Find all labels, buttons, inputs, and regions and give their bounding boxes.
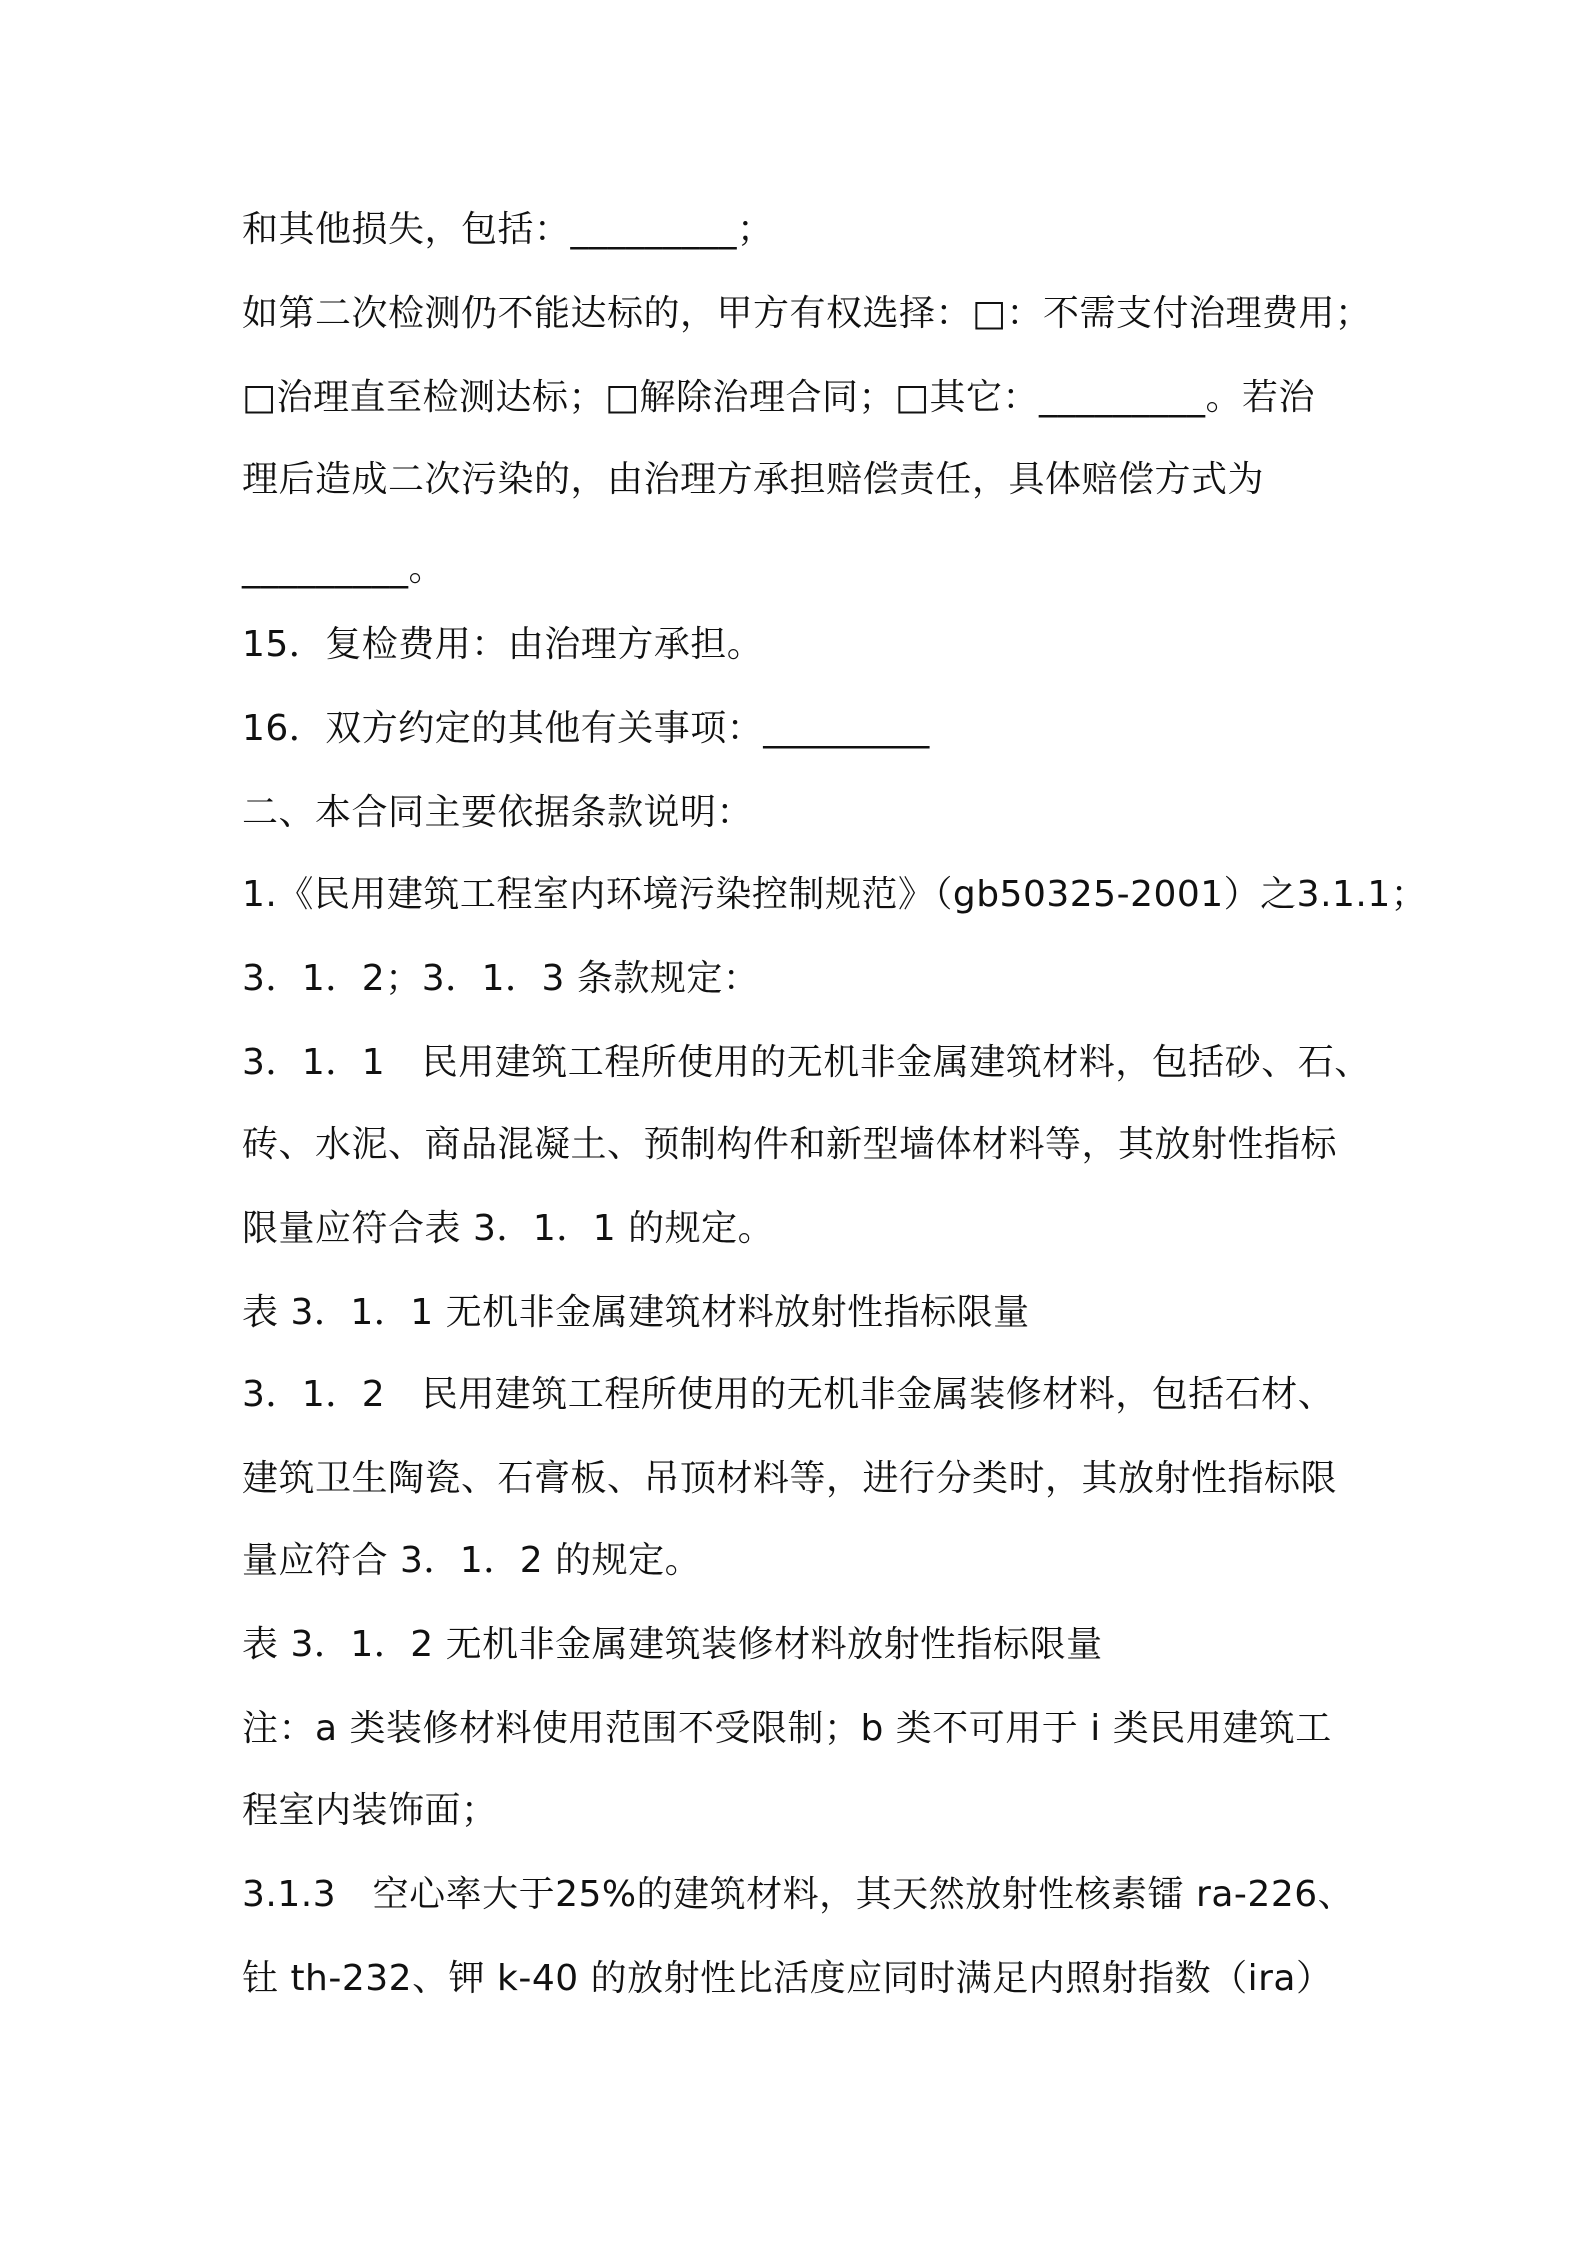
text-line-2: 如第二次检测仍不能达标的，甲方有权选择：□：不需支付治理费用； bbox=[242, 293, 1372, 334]
text-line-15: 3．1．2 民用建筑工程所使用的无机非金属装修材料，包括石材、 bbox=[242, 1374, 1335, 1415]
text-line-12: 砖、水泥、商品混凝土、预制构件和新型墙体材料等，其放射性指标 bbox=[242, 1124, 1338, 1165]
table-caption-2: 表 3．1．2 无机非金属建筑装修材料放射性指标限量 bbox=[242, 1624, 1103, 1665]
text-line-5: _________。 bbox=[242, 548, 446, 589]
table-caption-1: 表 3．1．1 无机非金属建筑材料放射性指标限量 bbox=[242, 1292, 1030, 1333]
text-line-22: 钍 th-232、钾 k-40 的放射性比活度应同时满足内照射指数（ira） bbox=[242, 1958, 1333, 1999]
text-line-3: □治理直至检测达标；□解除治理合同；□其它：_________。若治 bbox=[242, 377, 1316, 418]
text-line-10: 3．1．2；3．1．3 条款规定： bbox=[242, 958, 760, 999]
text-line-4: 理后造成二次污染的，由治理方承担赔偿责任，具体赔偿方式为 bbox=[242, 459, 1265, 500]
text-line-7: 16．双方约定的其他有关事项：_________ bbox=[242, 708, 930, 749]
text-line-9: 1.《民用建筑工程室内环境污染控制规范》（gb50325-2001）之3.1.1； bbox=[242, 874, 1428, 915]
note-line-2: 程室内装饰面； bbox=[242, 1790, 498, 1831]
text-line-17: 量应符合 3．1．2 的规定。 bbox=[242, 1540, 702, 1581]
text-line-11: 3．1．1 民用建筑工程所使用的无机非金属建筑材料，包括砂、石、 bbox=[242, 1042, 1371, 1083]
note-line-1: 注：a 类装修材料使用范围不受限制；b 类不可用于 i 类民用建筑工 bbox=[242, 1708, 1332, 1749]
text-line-6: 15．复检费用：由治理方承担。 bbox=[242, 624, 764, 665]
text-line-21: 3.1.3 空心率大于25%的建筑材料，其天然放射性核素镭 ra-226、 bbox=[242, 1874, 1355, 1915]
text-line-16: 建筑卫生陶瓷、石膏板、吊顶材料等，进行分类时，其放射性指标限 bbox=[242, 1458, 1338, 1499]
text-line-13: 限量应符合表 3．1．1 的规定。 bbox=[242, 1208, 775, 1249]
text-line-1: 和其他损失，包括：_________； bbox=[242, 209, 774, 250]
section-heading: 二、本合同主要依据条款说明： bbox=[242, 792, 754, 833]
